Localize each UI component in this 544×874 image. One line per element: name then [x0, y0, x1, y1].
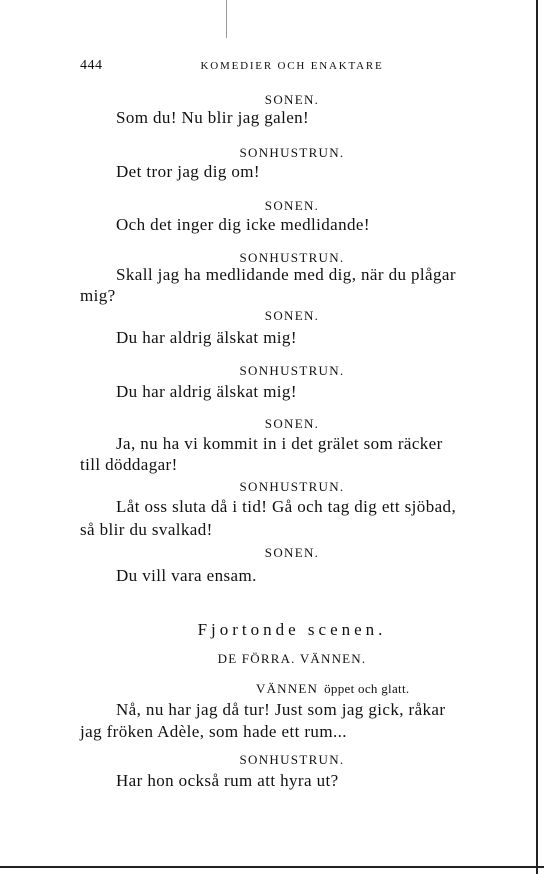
dialogue-line: Du har aldrig älskat mig! [116, 382, 297, 401]
speaker-label: SONHUSTRUN. [239, 363, 345, 378]
dialogue-line: Det tror jag dig om! [116, 162, 260, 181]
dialogue-line: så blir du svalkad! [80, 520, 213, 539]
speaker-label: SONEN. [264, 92, 320, 107]
speaker-label: SONHUSTRUN. [239, 479, 345, 494]
dialogue-line: jag fröken Adèle, som hade ett rum... [80, 722, 347, 741]
dialogue-line: Du har aldrig älskat mig! [116, 328, 297, 347]
dialogue-line: Låt oss sluta då i tid! Gå och tag dig ett sjöbad, [116, 497, 457, 516]
scan-edge-right [536, 0, 538, 874]
dialogue-line: Skall jag ha medlidande med dig, när du plågar [116, 265, 456, 284]
dialogue-line: Och det inger dig icke medlidande! [116, 215, 370, 234]
dialogue-line: Ja, nu ha vi kommit in i det grälet som räcker [116, 434, 443, 453]
dialogue-line: till döddagar! [80, 455, 178, 474]
scene-persons: DE FÖRRA. VÄNNEN. [217, 651, 367, 666]
scene-title: Fjortonde scenen. [197, 620, 387, 639]
stage-direction-speaker: VÄNNEN [256, 681, 319, 696]
speaker-label: SONHUSTRUN. [239, 752, 345, 767]
stage-direction-note: öppet och glatt. [324, 681, 410, 696]
speaker-label: SONEN. [264, 416, 320, 431]
scan-edge-bottom [0, 866, 544, 868]
stage-direction [256, 681, 409, 697]
speaker-label: SONEN. [264, 308, 320, 323]
dialogue-line: Har hon också rum att hyra ut? [116, 771, 339, 790]
speaker-label: SONEN. [264, 198, 320, 213]
running-title: KOMEDIER OCH ENAKTARE [200, 60, 384, 72]
speaker-label: SONEN. [264, 545, 320, 560]
scan-artifact-line [226, 0, 227, 38]
speaker-label: SONHUSTRUN. [239, 145, 345, 160]
dialogue-line: Du vill vara ensam. [116, 566, 257, 585]
dialogue-line: Nå, nu har jag då tur! Just som jag gick, råkar [116, 700, 446, 719]
speaker-label: SONHUSTRUN. [239, 250, 345, 265]
dialogue-line: Som du! Nu blir jag galen! [116, 108, 310, 127]
dialogue-line: mig? [80, 286, 116, 305]
page-number: 444 [80, 58, 103, 73]
